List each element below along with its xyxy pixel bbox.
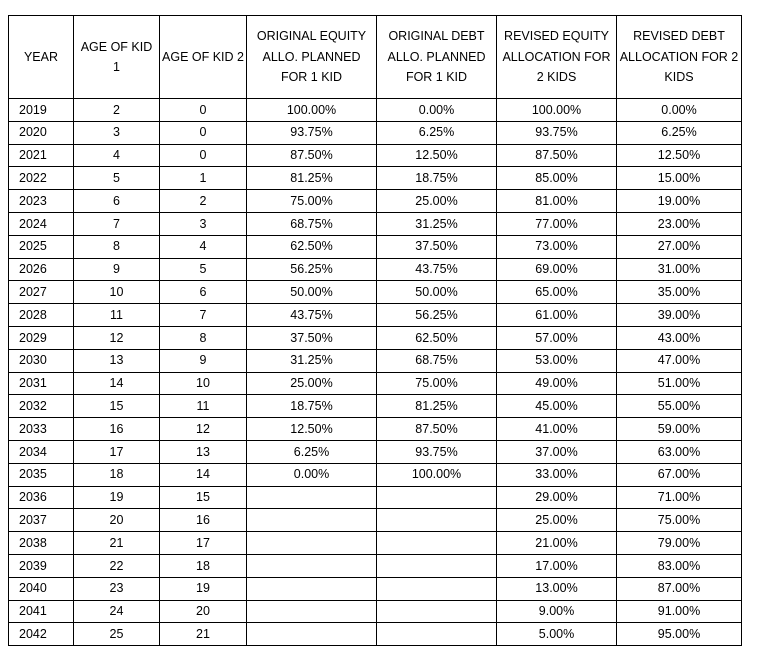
original-equity-cell: 87.50% xyxy=(247,144,377,167)
revised-debt-cell: 67.00% xyxy=(617,463,742,486)
table-row xyxy=(9,258,742,281)
revised-equity-cell: 29.00% xyxy=(497,486,617,509)
original-debt-cell xyxy=(377,600,497,623)
original-debt-cell: 56.25% xyxy=(377,304,497,327)
original-debt-cell: 43.75% xyxy=(377,258,497,281)
table-row xyxy=(9,395,742,418)
revised-equity-cell: 81.00% xyxy=(497,190,617,213)
table-row xyxy=(9,623,742,646)
revised-debt-cell: 35.00% xyxy=(617,281,742,304)
original-equity-cell: 37.50% xyxy=(247,326,377,349)
age-kid-1-cell: 6 xyxy=(74,190,160,213)
age-kid-1-cell: 17 xyxy=(74,440,160,463)
original-equity-cell: 68.75% xyxy=(247,212,377,235)
age-kid-2-cell: 6 xyxy=(160,281,247,304)
table-header xyxy=(9,16,742,99)
original-debt-cell xyxy=(377,486,497,509)
year-cell: 2039 xyxy=(9,554,74,577)
revised-debt-cell: 75.00% xyxy=(617,509,742,532)
original-equity-cell xyxy=(247,577,377,600)
original-debt-cell: 100.00% xyxy=(377,463,497,486)
original-equity-cell: 81.25% xyxy=(247,167,377,190)
original-equity-cell xyxy=(247,486,377,509)
age-kid-1-cell: 14 xyxy=(74,372,160,395)
year-cell: 2032 xyxy=(9,395,74,418)
table-row xyxy=(9,167,742,190)
table-row xyxy=(9,554,742,577)
header-original-debt: ORIGINAL DEBT ALLO. PLANNED FOR 1 KID xyxy=(377,16,497,99)
revised-debt-cell: 95.00% xyxy=(617,623,742,646)
revised-debt-cell: 12.50% xyxy=(617,144,742,167)
revised-equity-cell: 57.00% xyxy=(497,326,617,349)
age-kid-2-cell: 17 xyxy=(160,532,247,555)
age-kid-1-cell: 16 xyxy=(74,418,160,441)
original-equity-cell: 12.50% xyxy=(247,418,377,441)
revised-debt-cell: 43.00% xyxy=(617,326,742,349)
table-row xyxy=(9,144,742,167)
original-debt-cell: 68.75% xyxy=(377,349,497,372)
revised-equity-cell: 100.00% xyxy=(497,99,617,122)
age-kid-1-cell: 4 xyxy=(74,144,160,167)
revised-debt-cell: 27.00% xyxy=(617,235,742,258)
table-row xyxy=(9,600,742,623)
original-debt-cell: 0.00% xyxy=(377,99,497,122)
year-cell: 2025 xyxy=(9,235,74,258)
table-row xyxy=(9,372,742,395)
revised-equity-cell: 37.00% xyxy=(497,440,617,463)
table-row xyxy=(9,99,742,122)
original-debt-cell xyxy=(377,509,497,532)
year-cell: 2042 xyxy=(9,623,74,646)
original-debt-cell xyxy=(377,623,497,646)
revised-debt-cell: 79.00% xyxy=(617,532,742,555)
age-kid-1-cell: 25 xyxy=(74,623,160,646)
original-equity-cell: 75.00% xyxy=(247,190,377,213)
age-kid-2-cell: 16 xyxy=(160,509,247,532)
year-cell: 2024 xyxy=(9,212,74,235)
original-equity-cell: 31.25% xyxy=(247,349,377,372)
age-kid-2-cell: 12 xyxy=(160,418,247,441)
revised-equity-cell: 5.00% xyxy=(497,623,617,646)
original-debt-cell: 31.25% xyxy=(377,212,497,235)
age-kid-2-cell: 19 xyxy=(160,577,247,600)
age-kid-2-cell: 8 xyxy=(160,326,247,349)
table-row xyxy=(9,486,742,509)
original-equity-cell xyxy=(247,623,377,646)
revised-equity-cell: 41.00% xyxy=(497,418,617,441)
year-cell: 2033 xyxy=(9,418,74,441)
year-cell: 2028 xyxy=(9,304,74,327)
revised-debt-cell: 19.00% xyxy=(617,190,742,213)
original-equity-cell: 0.00% xyxy=(247,463,377,486)
revised-equity-cell: 21.00% xyxy=(497,532,617,555)
age-kid-2-cell: 9 xyxy=(160,349,247,372)
revised-debt-cell: 83.00% xyxy=(617,554,742,577)
original-debt-cell: 75.00% xyxy=(377,372,497,395)
age-kid-1-cell: 9 xyxy=(74,258,160,281)
original-equity-cell: 93.75% xyxy=(247,121,377,144)
revised-debt-cell: 63.00% xyxy=(617,440,742,463)
age-kid-2-cell: 7 xyxy=(160,304,247,327)
original-debt-cell: 87.50% xyxy=(377,418,497,441)
year-cell: 2041 xyxy=(9,600,74,623)
revised-debt-cell: 71.00% xyxy=(617,486,742,509)
year-cell: 2020 xyxy=(9,121,74,144)
age-kid-1-cell: 10 xyxy=(74,281,160,304)
year-cell: 2026 xyxy=(9,258,74,281)
original-equity-cell xyxy=(247,509,377,532)
revised-debt-cell: 91.00% xyxy=(617,600,742,623)
table-row xyxy=(9,235,742,258)
revised-debt-cell: 59.00% xyxy=(617,418,742,441)
age-kid-1-cell: 5 xyxy=(74,167,160,190)
age-kid-2-cell: 13 xyxy=(160,440,247,463)
table-row xyxy=(9,532,742,555)
table-row xyxy=(9,577,742,600)
original-debt-cell: 6.25% xyxy=(377,121,497,144)
revised-equity-cell: 93.75% xyxy=(497,121,617,144)
year-cell: 2038 xyxy=(9,532,74,555)
original-equity-cell: 43.75% xyxy=(247,304,377,327)
age-kid-1-cell: 15 xyxy=(74,395,160,418)
allocation-table xyxy=(8,15,742,646)
revised-equity-cell: 77.00% xyxy=(497,212,617,235)
age-kid-2-cell: 2 xyxy=(160,190,247,213)
table-body xyxy=(9,99,742,646)
header-original-equity: ORIGINAL EQUITY ALLO. PLANNED FOR 1 KID xyxy=(247,16,377,99)
revised-equity-cell: 13.00% xyxy=(497,577,617,600)
original-equity-cell: 62.50% xyxy=(247,235,377,258)
revised-equity-cell: 87.50% xyxy=(497,144,617,167)
age-kid-2-cell: 15 xyxy=(160,486,247,509)
age-kid-1-cell: 19 xyxy=(74,486,160,509)
age-kid-2-cell: 1 xyxy=(160,167,247,190)
header-row xyxy=(9,16,742,99)
revised-debt-cell: 55.00% xyxy=(617,395,742,418)
age-kid-2-cell: 0 xyxy=(160,121,247,144)
original-equity-cell: 50.00% xyxy=(247,281,377,304)
revised-debt-cell: 0.00% xyxy=(617,99,742,122)
original-equity-cell xyxy=(247,554,377,577)
revised-debt-cell: 15.00% xyxy=(617,167,742,190)
table-row xyxy=(9,281,742,304)
age-kid-1-cell: 8 xyxy=(74,235,160,258)
year-cell: 2031 xyxy=(9,372,74,395)
table-row xyxy=(9,463,742,486)
year-cell: 2021 xyxy=(9,144,74,167)
age-kid-2-cell: 0 xyxy=(160,144,247,167)
year-cell: 2035 xyxy=(9,463,74,486)
original-equity-cell: 100.00% xyxy=(247,99,377,122)
age-kid-2-cell: 14 xyxy=(160,463,247,486)
original-equity-cell xyxy=(247,532,377,555)
age-kid-2-cell: 5 xyxy=(160,258,247,281)
original-debt-cell: 81.25% xyxy=(377,395,497,418)
table-row xyxy=(9,212,742,235)
age-kid-2-cell: 0 xyxy=(160,99,247,122)
year-cell: 2030 xyxy=(9,349,74,372)
original-debt-cell: 62.50% xyxy=(377,326,497,349)
revised-debt-cell: 47.00% xyxy=(617,349,742,372)
age-kid-1-cell: 21 xyxy=(74,532,160,555)
revised-debt-cell: 39.00% xyxy=(617,304,742,327)
age-kid-1-cell: 7 xyxy=(74,212,160,235)
revised-debt-cell: 87.00% xyxy=(617,577,742,600)
header-age-kid-2: AGE OF KID 2 xyxy=(160,16,247,99)
table-row xyxy=(9,190,742,213)
year-cell: 2029 xyxy=(9,326,74,349)
age-kid-1-cell: 3 xyxy=(74,121,160,144)
revised-equity-cell: 85.00% xyxy=(497,167,617,190)
allocation-sheet xyxy=(8,15,742,646)
age-kid-1-cell: 22 xyxy=(74,554,160,577)
age-kid-2-cell: 11 xyxy=(160,395,247,418)
age-kid-2-cell: 4 xyxy=(160,235,247,258)
table-row xyxy=(9,304,742,327)
revised-debt-cell: 6.25% xyxy=(617,121,742,144)
revised-debt-cell: 23.00% xyxy=(617,212,742,235)
revised-equity-cell: 49.00% xyxy=(497,372,617,395)
revised-equity-cell: 25.00% xyxy=(497,509,617,532)
table-row xyxy=(9,349,742,372)
age-kid-2-cell: 21 xyxy=(160,623,247,646)
age-kid-2-cell: 3 xyxy=(160,212,247,235)
original-debt-cell: 18.75% xyxy=(377,167,497,190)
age-kid-2-cell: 10 xyxy=(160,372,247,395)
year-cell: 2027 xyxy=(9,281,74,304)
revised-equity-cell: 69.00% xyxy=(497,258,617,281)
original-debt-cell xyxy=(377,532,497,555)
year-cell: 2034 xyxy=(9,440,74,463)
table-row xyxy=(9,418,742,441)
year-cell: 2022 xyxy=(9,167,74,190)
original-equity-cell: 56.25% xyxy=(247,258,377,281)
original-debt-cell xyxy=(377,577,497,600)
table-row xyxy=(9,509,742,532)
header-year: YEAR xyxy=(9,16,74,99)
age-kid-2-cell: 18 xyxy=(160,554,247,577)
original-equity-cell: 6.25% xyxy=(247,440,377,463)
revised-equity-cell: 9.00% xyxy=(497,600,617,623)
age-kid-1-cell: 23 xyxy=(74,577,160,600)
table-row xyxy=(9,440,742,463)
revised-equity-cell: 53.00% xyxy=(497,349,617,372)
revised-equity-cell: 61.00% xyxy=(497,304,617,327)
revised-debt-cell: 51.00% xyxy=(617,372,742,395)
header-age-kid-1: AGE OF KID 1 xyxy=(74,16,160,99)
age-kid-1-cell: 24 xyxy=(74,600,160,623)
year-cell: 2036 xyxy=(9,486,74,509)
revised-equity-cell: 33.00% xyxy=(497,463,617,486)
header-revised-debt: REVISED DEBT ALLOCATION FOR 2 KIDS xyxy=(617,16,742,99)
original-debt-cell: 37.50% xyxy=(377,235,497,258)
age-kid-1-cell: 20 xyxy=(74,509,160,532)
original-debt-cell: 50.00% xyxy=(377,281,497,304)
original-debt-cell: 12.50% xyxy=(377,144,497,167)
age-kid-2-cell: 20 xyxy=(160,600,247,623)
original-equity-cell: 25.00% xyxy=(247,372,377,395)
revised-equity-cell: 73.00% xyxy=(497,235,617,258)
year-cell: 2040 xyxy=(9,577,74,600)
age-kid-1-cell: 11 xyxy=(74,304,160,327)
header-revised-equity: REVISED EQUITY ALLOCATION FOR 2 KIDS xyxy=(497,16,617,99)
original-debt-cell: 25.00% xyxy=(377,190,497,213)
age-kid-1-cell: 18 xyxy=(74,463,160,486)
year-cell: 2019 xyxy=(9,99,74,122)
original-equity-cell: 18.75% xyxy=(247,395,377,418)
revised-debt-cell: 31.00% xyxy=(617,258,742,281)
age-kid-1-cell: 12 xyxy=(74,326,160,349)
table-row xyxy=(9,121,742,144)
original-debt-cell xyxy=(377,554,497,577)
year-cell: 2023 xyxy=(9,190,74,213)
original-debt-cell: 93.75% xyxy=(377,440,497,463)
revised-equity-cell: 65.00% xyxy=(497,281,617,304)
revised-equity-cell: 45.00% xyxy=(497,395,617,418)
revised-equity-cell: 17.00% xyxy=(497,554,617,577)
table-row xyxy=(9,326,742,349)
age-kid-1-cell: 2 xyxy=(74,99,160,122)
original-equity-cell xyxy=(247,600,377,623)
age-kid-1-cell: 13 xyxy=(74,349,160,372)
year-cell: 2037 xyxy=(9,509,74,532)
